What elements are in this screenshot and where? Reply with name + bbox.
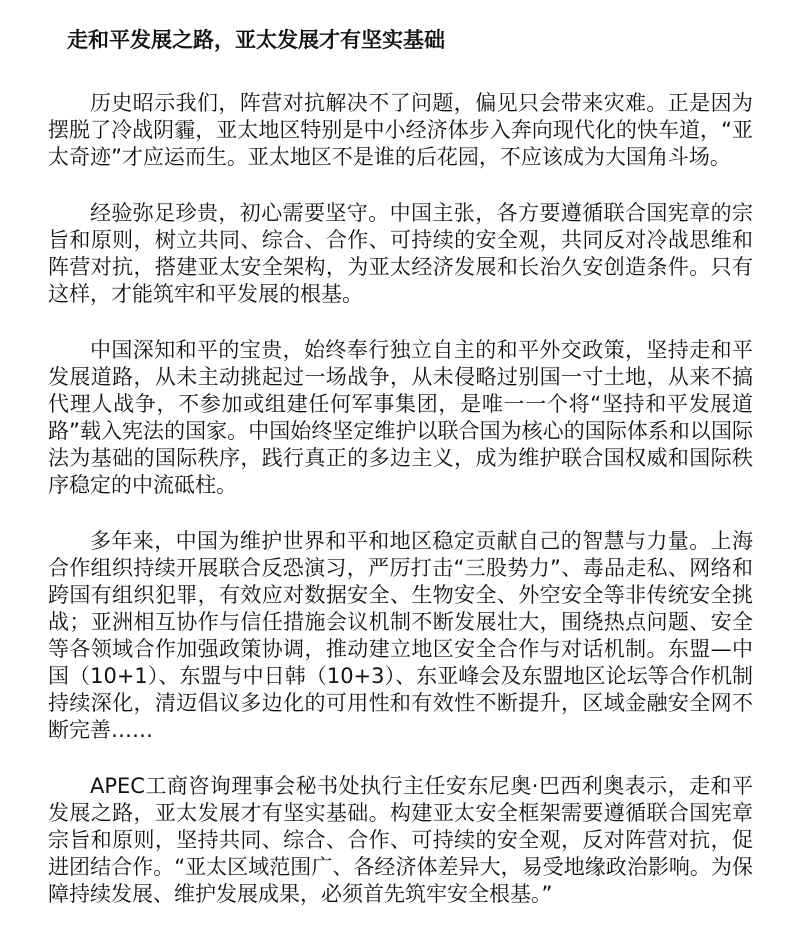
paragraph: 多年来，中国为维护世界和平和地区稳定贡献自己的智慧与力量。上海合作组织持续开展联合反恐演习，严厉打击“三股势力”、毒品走私、网络和跨国有组织犯罪，有效应对数据安全、生物安全、外空安全等非传统安全挑战；亚洲相互协作与信任措施会议机制不断发展壮大，围绕热点问题、安全等各领域合作加强政策协调，推动建立地区安全合作与对话机制。东盟—中国（10+1）、东盟与中日韩（10+3）、东亚峰会及东盟地区论坛等合作机制持续深化，清迈倡议多边化的可用性和有效性不断提升，区域金融安全网不断完善…… [48, 529, 753, 742]
paragraph: 中国深知和平的宝贵，始终奉行独立自主的和平外交政策，坚持走和平发展道路，从未主动挑起过一场战争，从未侵略过别国一寸土地，从来不搞代理人战争，不参加或组建任何军事集团，是唯一一个将“坚持和平发展道路”载入宪法的国家。中国始终坚定维护以联合国为核心的国际体系和以国际法为基础的国际秩序，践行真正的多边主义，成为维护联合国权威和国际秩序稳定的中流砥柱。 [48, 338, 753, 497]
paragraph: 经验弥足珍贵，初心需要坚守。中国主张，各方要遵循联合国宪章的宗旨和原则，树立共同、综合、合作、可持续的安全观，共同反对冷战思维和阵营对抗，搭建亚太安全架构，为亚太经济发展和长治久安创造条件。只有这样，才能筑牢和平发展的根基。 [48, 201, 753, 306]
section-heading: 走和平发展之路，亚太发展才有坚实基础 [67, 28, 445, 52]
paragraph: 历史昭示我们，阵营对抗解决不了问题，偏见只会带来灾难。正是因为摆脱了冷战阴霾，亚太地区特别是中小经济体步入奔向现代化的快车道，“亚太奇迹”才应运而生。亚太地区不是谁的后花园，不应该成为大国角斗场。 [48, 91, 753, 169]
paragraph: APEC工商咨询理事会秘书处执行主任安东尼奥·巴西利奥表示，走和平发展之路，亚太发展才有坚实基础。构建亚太安全框架需要遵循联合国宪章宗旨和原则，坚持共同、综合、合作、可持续的安全观，反对阵营对抗，促进团结合作。“亚太区域范围广、各经济体差异大，易受地缘政治影响。为保障持续发展、维护发展成果，必须首先筑牢安全根基。” [48, 774, 753, 906]
article-body [48, 90, 753, 937]
